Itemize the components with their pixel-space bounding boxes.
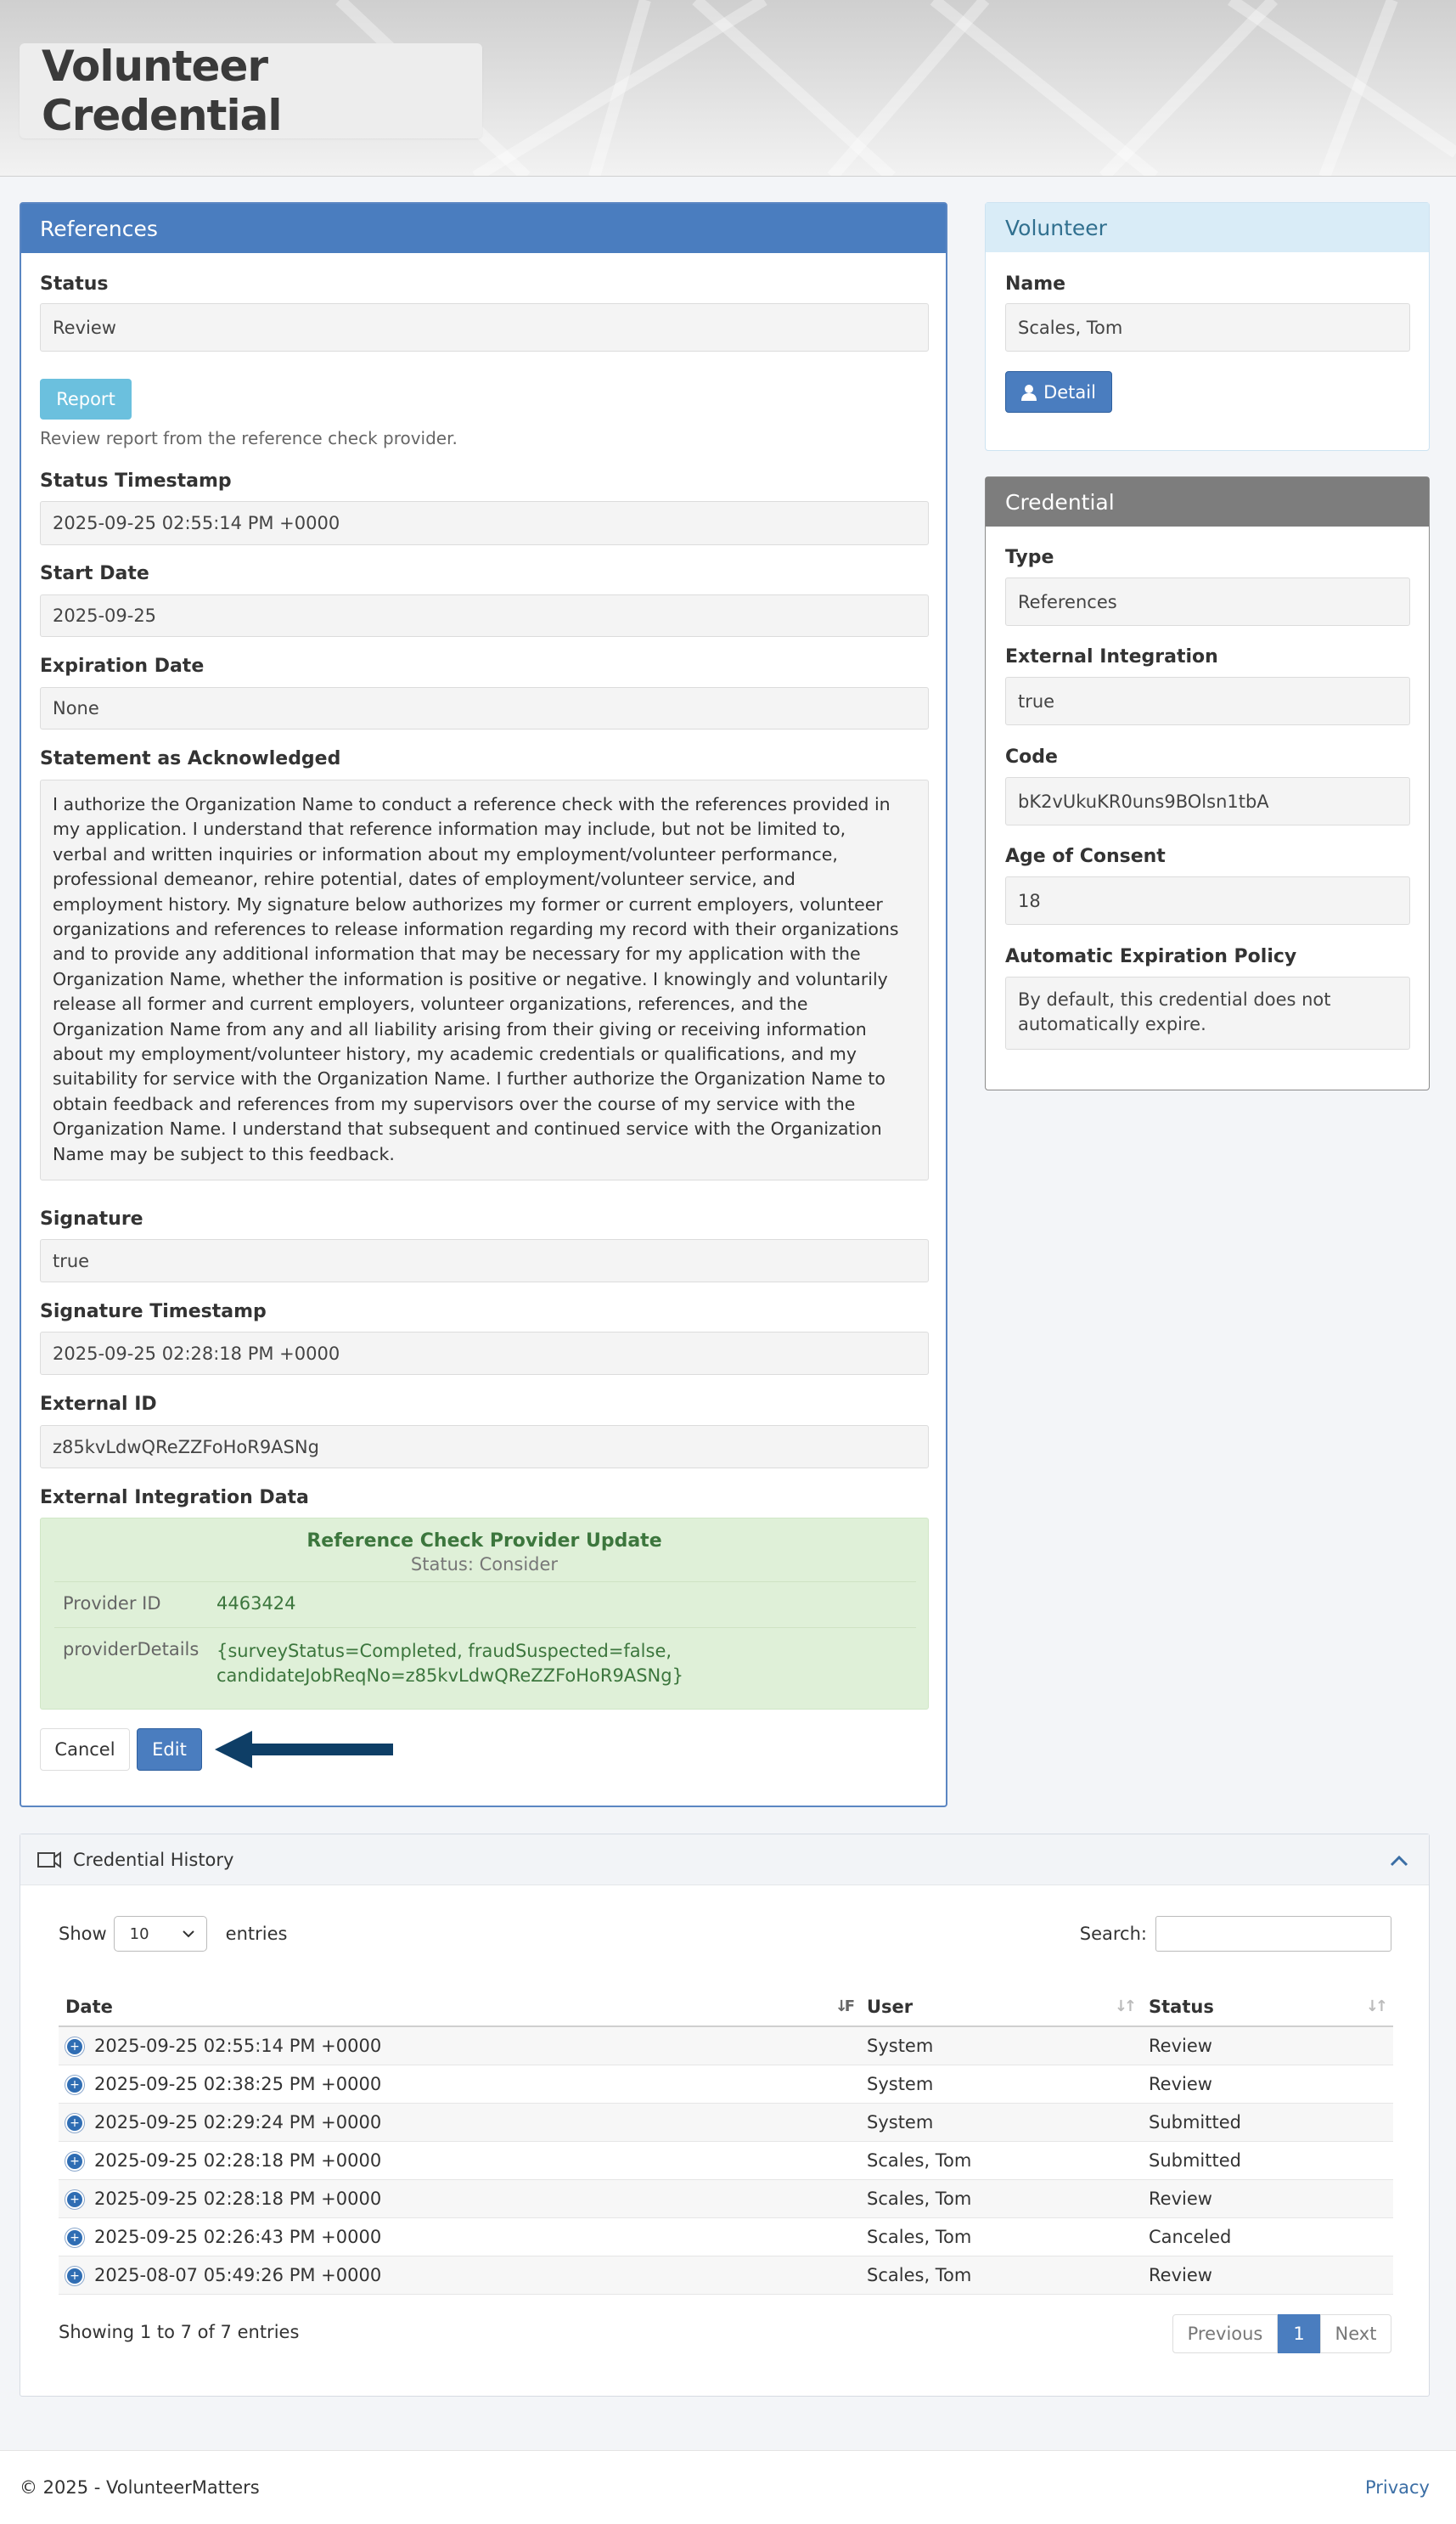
provider-divider: [54, 1581, 916, 1582]
status-field: [40, 303, 929, 352]
entries-label: entries: [225, 1924, 288, 1944]
table-info: Showing 1 to 7 of 7 entries: [59, 2322, 300, 2342]
table-row[interactable]: [59, 2026, 1393, 2065]
page-header: [0, 0, 1456, 177]
provider-update-title: Reference Check Provider Update: [306, 1530, 662, 1552]
footer: [0, 2450, 1456, 2524]
column-header-label: User: [867, 1996, 914, 2017]
table-row[interactable]: [59, 2141, 1393, 2179]
status-label: Status: [40, 273, 109, 295]
cancel-button[interactable]: [40, 1728, 130, 1771]
credential-history-panel: [20, 1834, 1430, 2397]
user-cell: Scales, Tom: [860, 2141, 1142, 2179]
expiration-date-value: None: [53, 698, 99, 718]
table-row[interactable]: [59, 2256, 1393, 2294]
next-page-button[interactable]: [1320, 2314, 1391, 2353]
statement-line: I authorize the Organization Name to conduct a reference check with the references provided in: [53, 794, 891, 814]
statement-line: Organization Name from any and all liability arising from their giving or receiving information: [53, 1018, 867, 1039]
provider-details-value: [216, 1639, 683, 1688]
expand-row-icon[interactable]: +: [65, 2228, 84, 2247]
external-id-field: [40, 1425, 929, 1468]
references-panel: [20, 202, 947, 1807]
external-id-value: z85kvLdwQReZZFoHoR9ASNg: [53, 1436, 319, 1457]
expand-row-icon[interactable]: +: [65, 2190, 84, 2209]
expiration-policy-label: Automatic Expiration Policy: [1005, 946, 1297, 967]
credential-history-title: Credential History: [73, 1849, 234, 1870]
table-row[interactable]: [59, 2179, 1393, 2217]
code-label: Code: [1005, 746, 1058, 768]
status-cell: Submitted: [1142, 2141, 1393, 2179]
column-header-label: Status: [1149, 1996, 1214, 2017]
external-id-label: External ID: [40, 1394, 157, 1415]
expand-row-icon[interactable]: +: [65, 2076, 84, 2094]
date-value: 2025-09-25 02:29:24 PM +0000: [94, 2111, 382, 2132]
status-cell: Review: [1142, 2065, 1393, 2103]
report-help-text: Review report from the reference check provider.: [40, 428, 458, 448]
column-header-user[interactable]: [860, 1987, 1142, 2026]
date-cell: [59, 2179, 860, 2217]
statement-line: professional demeanor, rehire potential, dates of employment/volunteer service, and: [53, 869, 795, 890]
statement-label: Statement as Acknowledged: [40, 748, 341, 769]
user-cell: System: [860, 2065, 1142, 2103]
show-label: Show: [59, 1924, 107, 1944]
statement-text-box: [40, 780, 929, 1180]
statement-line: and to provide any additional information that may be necessary for my application with the: [53, 944, 861, 965]
references-heading-text: References: [40, 216, 158, 241]
statement-line: my application. I understand that reference information may include, but not be limited to,: [53, 819, 846, 840]
volunteer-panel: [985, 202, 1430, 451]
date-value: 2025-09-25 02:38:25 PM +0000: [94, 2073, 382, 2094]
provider-details-line: {surveyStatus=Completed, fraudSuspected=false,: [216, 1641, 672, 1661]
chevron-up-icon[interactable]: [1390, 1855, 1408, 1867]
date-value: 2025-09-25 02:28:18 PM +0000: [94, 2188, 382, 2209]
type-value: References: [1018, 591, 1117, 612]
column-header-date[interactable]: [59, 1987, 860, 2026]
column-header-status[interactable]: [1142, 1987, 1393, 2026]
provider-update-box: [40, 1518, 929, 1710]
signature-label: Signature: [40, 1208, 143, 1230]
history-table: [59, 1987, 1393, 2295]
page-title: Volunteer Credential: [42, 42, 282, 140]
user-cell: Scales, Tom: [860, 2217, 1142, 2256]
user-icon: [1021, 384, 1037, 401]
page-1-button[interactable]: [1278, 2314, 1320, 2353]
arrow-pointer-icon: [215, 1730, 393, 1769]
expand-row-icon[interactable]: +: [65, 2037, 84, 2056]
volunteer-heading-text: Volunteer: [1005, 215, 1107, 240]
previous-page-button[interactable]: [1172, 2314, 1278, 2353]
volunteer-name-field: [1005, 303, 1410, 352]
status-cell: Review: [1142, 2179, 1393, 2217]
external-integration-field: [1005, 677, 1410, 725]
provider-details-key: providerDetails: [63, 1639, 200, 1659]
statement-line: employment history. My signature below authorizes my former or current employers, volunteer: [53, 893, 883, 915]
date-value: 2025-09-25 02:28:18 PM +0000: [94, 2149, 382, 2171]
signature-timestamp-field: [40, 1332, 929, 1375]
status-cell: Review: [1142, 2256, 1393, 2294]
provider-update-subtitle: Status: Consider: [410, 1554, 559, 1575]
detail-button[interactable]: [1005, 371, 1112, 413]
signature-timestamp-label: Signature Timestamp: [40, 1301, 267, 1322]
search-label: Search:: [1079, 1924, 1147, 1944]
column-header-label: Date: [65, 1996, 113, 2017]
expiration-policy-line: automatically expire.: [1018, 1014, 1206, 1034]
age-of-consent-field: [1005, 876, 1410, 925]
expand-row-icon[interactable]: +: [65, 2152, 84, 2171]
date-value: 2025-08-07 05:49:26 PM +0000: [94, 2264, 382, 2285]
chevron-down-icon: [183, 1930, 194, 1938]
status-timestamp-field: [40, 501, 929, 545]
search-control: [1080, 1916, 1391, 1952]
provider-id-key: Provider ID: [63, 1593, 161, 1614]
credential-panel: [985, 476, 1430, 1090]
date-cell: [59, 2103, 860, 2141]
previous-label: Previous: [1187, 2324, 1263, 2344]
expand-row-icon[interactable]: +: [65, 2114, 84, 2132]
pagination: [1172, 2314, 1391, 2353]
date-value: 2025-09-25 02:26:43 PM +0000: [94, 2226, 382, 2247]
date-value: 2025-09-25 02:55:14 PM +0000: [94, 2035, 382, 2056]
page-size-select[interactable]: [114, 1916, 207, 1952]
edit-button-label: Edit: [152, 1739, 187, 1760]
date-cell: [59, 2256, 860, 2294]
volunteer-panel-heading: [986, 203, 1429, 252]
provider-id-value: 4463424: [216, 1593, 296, 1614]
signature-timestamp-value: 2025-09-25 02:28:18 PM +0000: [53, 1343, 340, 1364]
status-value: Review: [53, 317, 116, 338]
status-timestamp-value: 2025-09-25 02:55:14 PM +0000: [53, 513, 340, 533]
signature-field: [40, 1239, 929, 1282]
signature-value: true: [53, 1250, 90, 1271]
statement-line: Organization Name, whether the information is positive or negative. I knowingly and voluntarily: [53, 968, 888, 989]
statement-line: Organization Name. I understand that subsequent and continued service with the Organization: [53, 1118, 882, 1140]
search-input[interactable]: [1155, 1916, 1391, 1952]
user-cell: System: [860, 2103, 1142, 2141]
date-cell: [59, 2026, 860, 2065]
statement-line: organizations and references to release information regarding my record with their organizations: [53, 919, 899, 940]
external-integration-value: true: [1018, 690, 1055, 712]
detail-button-label: Detail: [1043, 381, 1096, 403]
expiration-policy-line: By default, this credential does not: [1018, 989, 1331, 1010]
type-label: Type: [1005, 547, 1054, 568]
credential-history-heading[interactable]: [20, 1834, 1429, 1885]
start-date-field: [40, 594, 929, 637]
age-of-consent-value: 18: [1018, 890, 1041, 911]
show-entries-control: [59, 1916, 287, 1952]
statement-line: obtain feedback and references from my supervisors over the course of my service with the: [53, 1093, 856, 1114]
external-integration-data-label: External Integration Data: [40, 1487, 309, 1508]
next-label: Next: [1335, 2324, 1377, 2344]
provider-details-line: candidateJobReqNo=z85kvLdwQReZZFoHoR9ASNg}: [216, 1665, 683, 1686]
sort-icon: ↓↑: [1114, 1997, 1133, 2015]
statement-line: suitability for service with the Organization Name. I further authorize the Organization Name to: [53, 1068, 885, 1090]
references-panel-heading: [21, 204, 946, 253]
code-value: bK2vUkuKR0uns9BOlsn1tbA: [1018, 791, 1269, 812]
expiration-date-label: Expiration Date: [40, 656, 205, 677]
page-size-value: 10: [129, 1924, 149, 1943]
credential-heading-text: Credential: [1005, 489, 1115, 515]
age-of-consent-label: Age of Consent: [1005, 846, 1166, 867]
date-cell: [59, 2065, 860, 2103]
expand-row-icon[interactable]: +: [65, 2267, 84, 2285]
page-number: 1: [1293, 2324, 1305, 2344]
statement-line: verbal and written inquiries or information about my employment/volunteer performance,: [53, 843, 838, 865]
expiration-date-field: [40, 687, 929, 730]
type-field: [1005, 577, 1410, 626]
user-cell: Scales, Tom: [860, 2179, 1142, 2217]
statement-line: release all former and current employers, volunteer organizations, references, and the: [53, 994, 808, 1015]
status-cell: Submitted: [1142, 2103, 1393, 2141]
report-button-label: Report: [56, 389, 115, 409]
privacy-link[interactable]: Privacy: [1364, 2477, 1430, 2498]
user-cell: Scales, Tom: [860, 2256, 1142, 2294]
status-cell: Review: [1142, 2026, 1393, 2065]
report-button[interactable]: [40, 379, 132, 420]
sort-icon: ↓↑: [1365, 1997, 1385, 2015]
user-cell: System: [860, 2026, 1142, 2065]
start-date-label: Start Date: [40, 563, 149, 584]
provider-divider: [54, 1627, 916, 1628]
code-field: [1005, 777, 1410, 825]
statement-line: about my employment/volunteer history, my academic credentials or qualifications, and my: [53, 1044, 857, 1065]
statement-line: Name may be subject to this feedback.: [53, 1143, 395, 1164]
edit-button[interactable]: [137, 1728, 202, 1771]
expiration-policy-field: [1005, 977, 1410, 1050]
status-timestamp-label: Status Timestamp: [40, 470, 232, 492]
table-row[interactable]: [59, 2217, 1393, 2256]
status-cell: Canceled: [1142, 2217, 1393, 2256]
external-integration-label: External Integration: [1005, 646, 1218, 668]
volunteer-name-label: Name: [1005, 273, 1066, 295]
page-title-box: [20, 43, 482, 138]
volunteer-name-value: Scales, Tom: [1018, 317, 1123, 338]
date-cell: [59, 2141, 860, 2179]
table-row[interactable]: [59, 2065, 1393, 2103]
table-row[interactable]: [59, 2103, 1393, 2141]
copyright-text: © 2025 - VolunteerMatters: [20, 2477, 260, 2498]
sort-desc-icon: ↓F: [835, 1997, 852, 2015]
cancel-button-label: Cancel: [54, 1739, 115, 1760]
credential-panel-heading: [986, 477, 1429, 527]
history-icon: [37, 1851, 61, 1869]
start-date-value: 2025-09-25: [53, 606, 157, 626]
date-cell: [59, 2217, 860, 2256]
